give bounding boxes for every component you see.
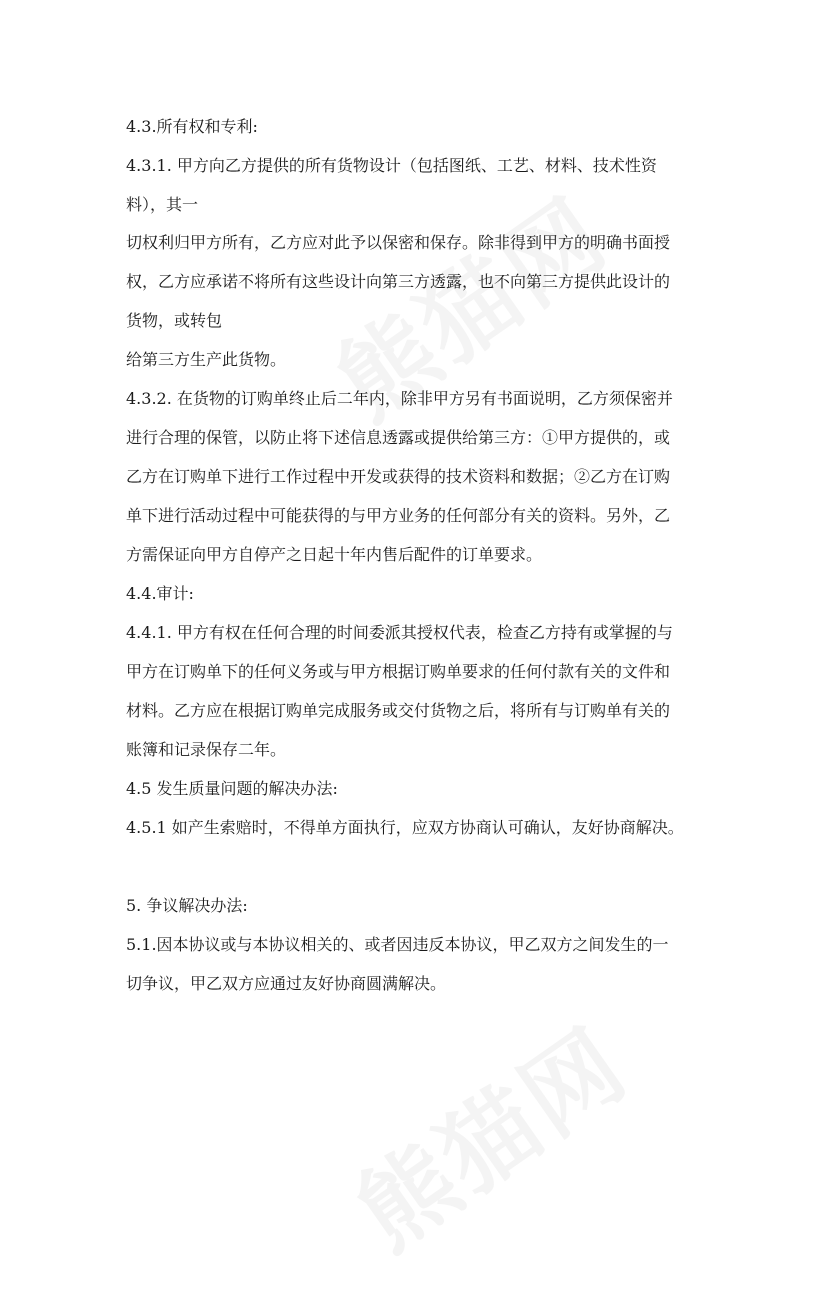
- paragraph-line: 甲方在订购单下的任何义务或与甲方根据订购单要求的任何付款有关的文件和: [126, 662, 671, 681]
- section-heading-4-5: 4.5 发生质量问题的解决办法:: [126, 779, 338, 798]
- paragraph-line: 4.3.1. 甲方向乙方提供的所有货物设计（包括图纸、工艺、材料、技术性资: [126, 156, 657, 175]
- section-heading-4-4: 4.4.审计:: [126, 584, 194, 603]
- paragraph-line: 材料。乙方应在根据订购单完成服务或交付货物之后，将所有与订购单有关的: [126, 701, 671, 720]
- paragraph-line: 进行合理的保管，以防止将下述信息透露或提供给第三方：①甲方提供的，或: [126, 428, 671, 447]
- paragraph-line: 4.5.1 如产生索赔时，不得单方面执行，应双方协商认可确认，友好协商解决。: [126, 818, 684, 837]
- paragraph-line: 乙方在订购单下进行工作过程中开发或获得的技术资料和数据；②乙方在订购: [126, 467, 671, 486]
- section-heading-4-3: 4.3.所有权和专利:: [126, 117, 258, 136]
- paragraph-line: 5.1.因本协议或与本协议相关的、或者因违反本协议，甲乙双方之间发生的一: [126, 935, 669, 954]
- paragraph-line: 方需保证向甲方自停产之日起十年内售后配件的订单要求。: [126, 545, 543, 564]
- paragraph-line: 4.3.2. 在货物的订购单终止后二年内，除非甲方另有书面说明，乙方须保密并: [126, 389, 673, 408]
- paragraph-line: 切争议，甲乙双方应通过友好协商圆满解决。: [126, 974, 447, 993]
- paragraph-line: 单下进行活动过程中可能获得的与甲方业务的任何部分有关的资料。另外，乙: [126, 506, 671, 525]
- paragraph-line: 账簿和记录保存二年。: [126, 740, 287, 759]
- paragraph-line: 切权利归甲方所有，乙方应对此予以保密和保存。除非得到甲方的明确书面授: [126, 233, 671, 252]
- paragraph-line: 料），其一: [126, 195, 199, 214]
- paragraph-line: 4.4.1. 甲方有权在任何合理的时间委派其授权代表，检查乙方持有或掌握的与: [126, 623, 673, 642]
- paragraph-line: 货物，或转包: [126, 311, 223, 330]
- paragraph-line: 权，乙方应承诺不将所有这些设计向第三方透露，也不向第三方提供此设计的: [126, 272, 671, 291]
- paragraph-line: 给第三方生产此货物。: [126, 350, 287, 369]
- watermark-bottom: [326, 1026, 614, 1294]
- section-heading-5: 5. 争议解决办法:: [126, 896, 248, 915]
